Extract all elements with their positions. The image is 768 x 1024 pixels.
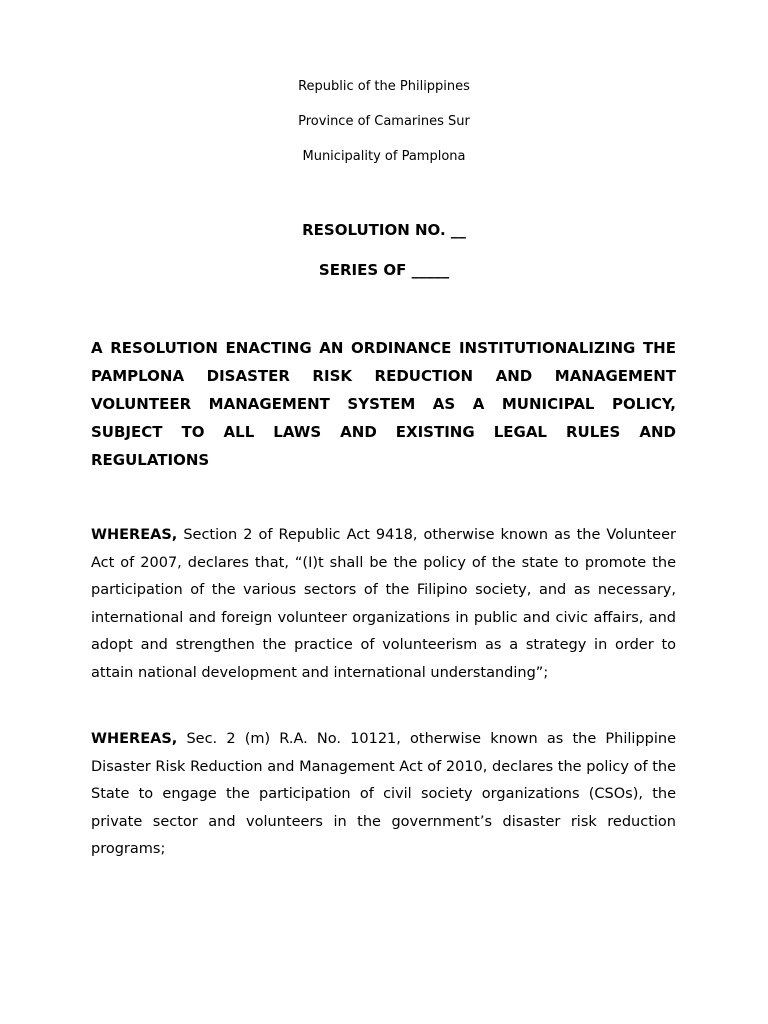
resolution-series: SERIES OF _____ xyxy=(318,261,450,279)
whereas-text: Section 2 of Republic Act 9418, otherwise known as the Volunteer Act of 2007, declares that, “(I)t shall be the policy of the state to promote the participation of the various sectors of the Filipino society, and as necessary, international and foreign volunteer organizations in public and civic affairs, and adopt and strengthen the practice of volunteerism as a strategy in order to attain national development and international understanding”; xyxy=(91,527,676,681)
header-municipality: Municipality of Pamplona xyxy=(302,149,466,164)
whereas-text: Sec. 2 (m) R.A. No. 10121, otherwise known as the Philippine Disaster Risk Reduction and Management Act of 2010, declares the policy of the State to engage the participation of civil society organizations (CSOs), the private sector and volunteers in the government’s disaster risk reduction programs; xyxy=(91,731,676,857)
resolution-number: RESOLUTION NO. __ xyxy=(302,221,466,239)
resolution-title: A RESOLUTION ENACTING AN ORDINANCE INSTITUTIONALIZING THE PAMPLONA DISASTER RISK REDUCTION AND MANAGEMENT VOLUNTEER MANAGEMENT SYSTEM AS A MUNICIPAL POLICY, SUBJECT TO ALL LAWS AND EXISTING LEGAL RULES AND REGULATIONS xyxy=(91,339,676,469)
whereas-lead: WHEREAS, xyxy=(91,731,178,747)
whereas-lead: WHEREAS, xyxy=(91,527,178,543)
header-republic: Republic of the Philippines xyxy=(298,79,470,94)
whereas-paragraph-1 xyxy=(91,522,676,687)
header-province: Province of Camarines Sur xyxy=(298,114,470,129)
whereas-paragraph-2 xyxy=(91,726,676,864)
